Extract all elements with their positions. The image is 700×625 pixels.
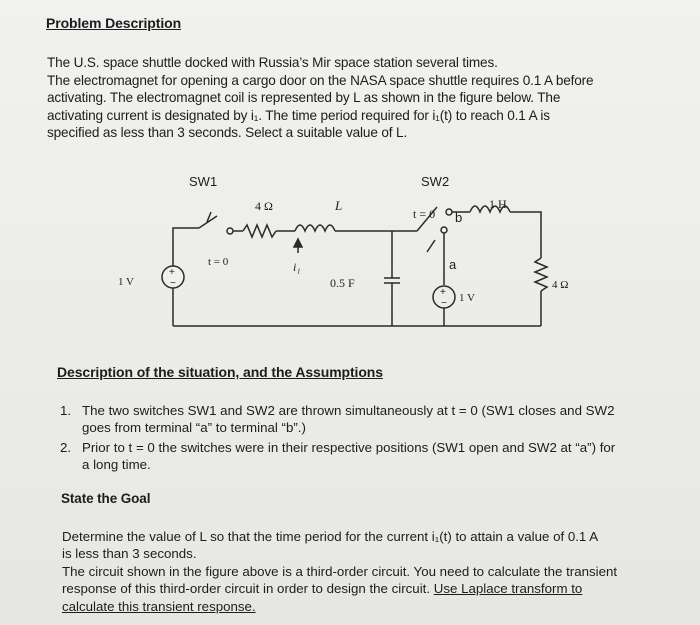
laplace-link-part-1: Use Laplace transform to [433, 581, 583, 597]
problem-line-2: The electromagnet for opening a cargo door on the NASA space shuttle requires 0.1 A before [47, 72, 594, 88]
source2-minus: − [441, 298, 447, 309]
list-item-line-2: a long time. [82, 457, 151, 473]
goal-line-1: Determine the value of L so that the time period for the current i₁(t) to attain a value of 0.1 A [62, 529, 599, 544]
goal-heading: State the Goal [61, 491, 151, 506]
current-i1-label: i₁ [293, 260, 301, 274]
problem-line-3: activating. The electromagnet coil is represented by L as shown in the figure below. The [47, 90, 561, 105]
resistor-r2 [535, 258, 547, 291]
wire-1h-r2 [510, 212, 541, 258]
inductor-l [295, 225, 335, 231]
problem-heading: Problem Description [46, 15, 182, 31]
resistor-r1 [243, 225, 276, 237]
cap-label: 0.5 F [330, 276, 355, 290]
current-arrow-head [294, 239, 302, 247]
source1-label: 1 V [118, 276, 134, 288]
problem-line-4: activating current is designated by i₁. The time period required for i₁(t) to reach 0.1 A is [47, 107, 550, 123]
sw2-time-label: t = 0 [413, 207, 436, 221]
source2-label: 1 V [459, 292, 475, 304]
inductor-1h-label: 1 H [489, 197, 507, 211]
list-item-line-2: goes from terminal “a” to terminal “b”.) [82, 420, 306, 436]
assumptions-list [60, 402, 680, 476]
r1-label: 4 Ω [255, 199, 273, 213]
laplace-link-part-2: calculate this transient response. [62, 598, 256, 614]
goal-paragraph [62, 528, 687, 615]
r2-label: 4 Ω [552, 279, 569, 291]
inductor-l-label: L [335, 198, 343, 213]
sw2-terminal-b [446, 209, 452, 215]
source2-plus: + [440, 287, 446, 298]
description-heading: Description of the situation, and the Assumptions [57, 364, 383, 380]
sw1-label: SW1 [189, 174, 218, 189]
goal-line-2: is less than 3 seconds. [62, 546, 197, 562]
sw2-label: SW2 [421, 174, 450, 189]
list-item-line-1: Prior to t = 0 the switches were in their respective positions (SW1 open and SW2 at “a”) for [82, 439, 616, 455]
goal-line-3: The circuit shown in the figure above is a third-order circuit. You need to calculate the transient [62, 563, 618, 579]
problem-paragraph [47, 54, 687, 142]
sw2-link [427, 240, 435, 252]
list-item [60, 402, 680, 437]
list-item-number: 1. [60, 403, 72, 418]
goal-line-4 [62, 580, 687, 597]
source1-plus: + [169, 267, 175, 278]
sw1-contact [227, 228, 233, 234]
sw2-terminal-a [441, 227, 447, 233]
terminal-b-label: b [455, 210, 463, 225]
terminal-a-label: a [449, 257, 457, 272]
circuit-diagram [105, 170, 569, 340]
list-item [60, 439, 680, 474]
problem-line-5: specified as less than 3 seconds. Select a suitable value of L. [47, 125, 408, 140]
sw1-time-label: t = 0 [208, 256, 229, 268]
goal-line-5 [62, 598, 687, 615]
list-item-number: 2. [60, 439, 72, 455]
problem-line-1: The U.S. space shuttle docked with Russia’s Mir space station several times. [47, 55, 498, 70]
goal-line-4-text: response of this third-order circuit in order to design the circuit. [62, 581, 434, 597]
source1-minus: − [170, 278, 176, 289]
list-item-line-1: The two switches SW1 and SW2 are thrown simultaneously at t = 0 (SW1 closes and SW2 [82, 403, 615, 418]
